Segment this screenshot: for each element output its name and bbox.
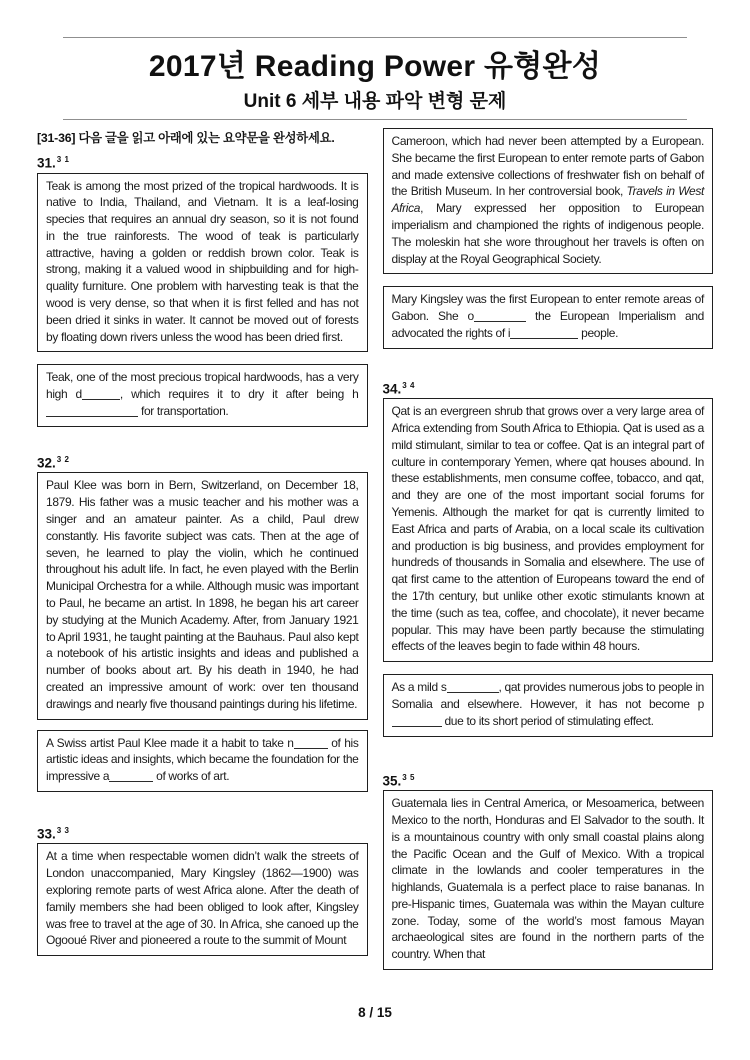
passage-box-35 bbox=[383, 790, 714, 970]
summary-text: due to its short period of stimulating effect. bbox=[441, 713, 654, 728]
answer-blank bbox=[447, 683, 499, 694]
left-column bbox=[37, 125, 368, 956]
question-label: 34. bbox=[382, 381, 402, 397]
answer-blank bbox=[474, 312, 526, 323]
question-footnote-marker: 3 3 bbox=[56, 825, 70, 835]
summary-text: A Swiss artist Paul Klee made it a habit to take n bbox=[46, 735, 294, 750]
summary-box-34 bbox=[383, 674, 714, 736]
summary-box-33 bbox=[383, 286, 714, 348]
question-number-33 bbox=[37, 826, 368, 842]
page-title: 2017년 Reading Power 유형완성 bbox=[148, 50, 602, 83]
question-footnote-marker: 3 1 bbox=[56, 155, 70, 164]
question-footnote-marker: 3 2 bbox=[56, 454, 70, 464]
passage-box-34 bbox=[383, 398, 714, 662]
question-number-31 bbox=[37, 155, 368, 171]
question-number-34 bbox=[383, 381, 714, 397]
passage-text: At a time when respectable women didn’t walk the streets of London unaccompanied, Mary Kingsley (1862—1900) was exploring remote parts of west Africa alone. After the death of family members she had been obliged to look after, Kingsley was free to travel at the age of 30. In Africa, she canoed up the Ogooué River and pioneered a route to the summit of Mount bbox=[46, 849, 359, 948]
header-divider-bottom bbox=[63, 119, 687, 120]
answer-blank bbox=[510, 328, 578, 339]
answer-blank bbox=[109, 772, 153, 783]
question-number-35 bbox=[383, 773, 714, 789]
question-label: 33. bbox=[37, 826, 56, 842]
question-label: 32. bbox=[37, 455, 56, 471]
instruction-text: [31-36] 다음 글을 읽고 아래에 있는 요약문을 완성하세요. bbox=[37, 131, 335, 145]
summary-text: for transportation. bbox=[138, 404, 229, 419]
passage-box-33-part1 bbox=[37, 843, 368, 956]
summary-text: of his artistic ideas and insights, which became the foundation for the impressive a bbox=[46, 735, 359, 784]
answer-blank bbox=[82, 390, 120, 401]
question-label: 31. bbox=[37, 155, 56, 171]
question-footnote-marker: 3 5 bbox=[402, 772, 415, 782]
summary-text: As a mild s bbox=[391, 680, 447, 695]
summary-text: Mary Kingsley was the first European to enter remote areas of Gabon. She o bbox=[391, 292, 704, 324]
answer-blank bbox=[46, 406, 138, 417]
question-number-32 bbox=[37, 455, 368, 471]
question-footnote-marker: 3 4 bbox=[402, 380, 415, 390]
page-subtitle: Unit 6 세부 내용 파악 변형 문제 bbox=[243, 91, 507, 112]
summary-text: the European Imperialism and advocated the rights of i bbox=[391, 309, 704, 340]
header-divider-top bbox=[63, 37, 687, 38]
passage-box-31 bbox=[37, 173, 368, 353]
passage-box-32 bbox=[37, 472, 368, 719]
right-column bbox=[383, 125, 714, 970]
summary-text: , qat provides numerous jobs to people in Somalia and elsewhere. However, it has not become p bbox=[391, 680, 704, 712]
passage-text: Paul Klee was born in Bern, Switzerland, on December 18, 1879. His father was a music teacher and his mother was a singer and an amateur painter. As a child, Paul drew constantly. His favorite subject was cats. Then at the age of seven, he learned to play the violin, which he continued throughout his adult life. In fact, he even played with the Berlin Municipal Orchestra for a while. Although music was important to Paul, he became an artist. In 1898, he began his art career by studying at the Munich Academy. After, from January 1921 to April 1931, he taught painting at the Bauhaus. Paul also kept a notebook of his artistic insights and ideas and published a number of books about art. By his death in 1940, he had created an impressive amount of work: over ten thousand drawings and nearly five thousand paintings during his lifetime. bbox=[46, 478, 359, 711]
passage-text: Cameroon, which had never been attempted by a European. She became the first European to enter remote parts of Gabon and made extensive collections of freshwater fish on behalf of the British Museum. In her controversial book, bbox=[391, 134, 704, 199]
two-column-layout bbox=[0, 125, 750, 970]
passage-text: Guatemala lies in Central America, or Mesoamerica, between Mexico to the north, Honduras and El Salvador to the south. It is a mountainous country with only small coastal plains along the Pacific Ocean and the Gulf of Mexico. With a tropical climate in the lowlands and cooler temperatures in the highlands, Guatemala is a perfect place to raise bananas. In pre-Hispanic times, Guatemala was within the Mayan culture zone. Today, some of the world’s most famous Mayan archaeological sites are found in the northern parts of the country. When that bbox=[391, 796, 704, 962]
book-title-italic: Travels in West Africa bbox=[391, 184, 704, 216]
answer-blank bbox=[294, 738, 328, 749]
page-number: 8 / 15 bbox=[358, 1005, 392, 1020]
passage-text: Teak is among the most prized of the tropical hardwoods. It is native to India, Thailand, and Vietnam. It is a leaf-losing species that requires an annual dry season, so it is not found in the true rainforests. The wood of teak is particularly attractive, having a golden or reddish brown color. Teak is strong, making it a valued wood in shipbuilding and for high-quality furniture. One problem with harvesting teak is that the wood is very dense, so that when it is first felled and has not been dried it sinks in water. It cannot be moved out of forests by floating down rivers unless the wood has been dried first. bbox=[46, 178, 359, 344]
summary-text: Teak, one of the most precious tropical hardwoods, has a very high d bbox=[46, 370, 359, 402]
summary-box-32 bbox=[37, 730, 368, 792]
summary-text: , which requires it to dry it after being h bbox=[119, 387, 359, 402]
passage-box-33-part2 bbox=[383, 128, 714, 274]
summary-text: people. bbox=[578, 325, 619, 340]
answer-blank bbox=[392, 716, 442, 727]
passage-text: Qat is an evergreen shrub that grows over a very large area of Africa extending from South Africa to Ethiopia. Qat is used as a mild stimulant, similar to tea or coffee. Qat is an integral part of culture in contemporary Yemen, where qat houses abound. In these establishments, men consume coffee, tobacco, and qat, and they are one of the most important social forums for Yemenis. Although the market for qat is currently limited to East Africa and parts of Arabia, on a local scale its cultivation and production is big business, and provides employment for hundreds of thousands in Somalia and elsewhere. The use of qat first came to the attention of Europeans toward the end of the 17th century, but unlike other exotic stimulants known at the time (such as tea, coffee, and chocolate), it never became popular. This may have been partly because the stimulating effects of the leaves begin to fade within 48 hours. bbox=[391, 404, 704, 654]
question-label: 35. bbox=[382, 773, 402, 789]
summary-box-31 bbox=[37, 364, 368, 426]
passage-text: , Mary expressed her opposition to European imperialism and championed the rights of indigenous people. The moleskin hat she wore throughout her travels is often on display at the Royal Geographical Society. bbox=[391, 201, 704, 266]
summary-text: of works of art. bbox=[153, 769, 230, 784]
